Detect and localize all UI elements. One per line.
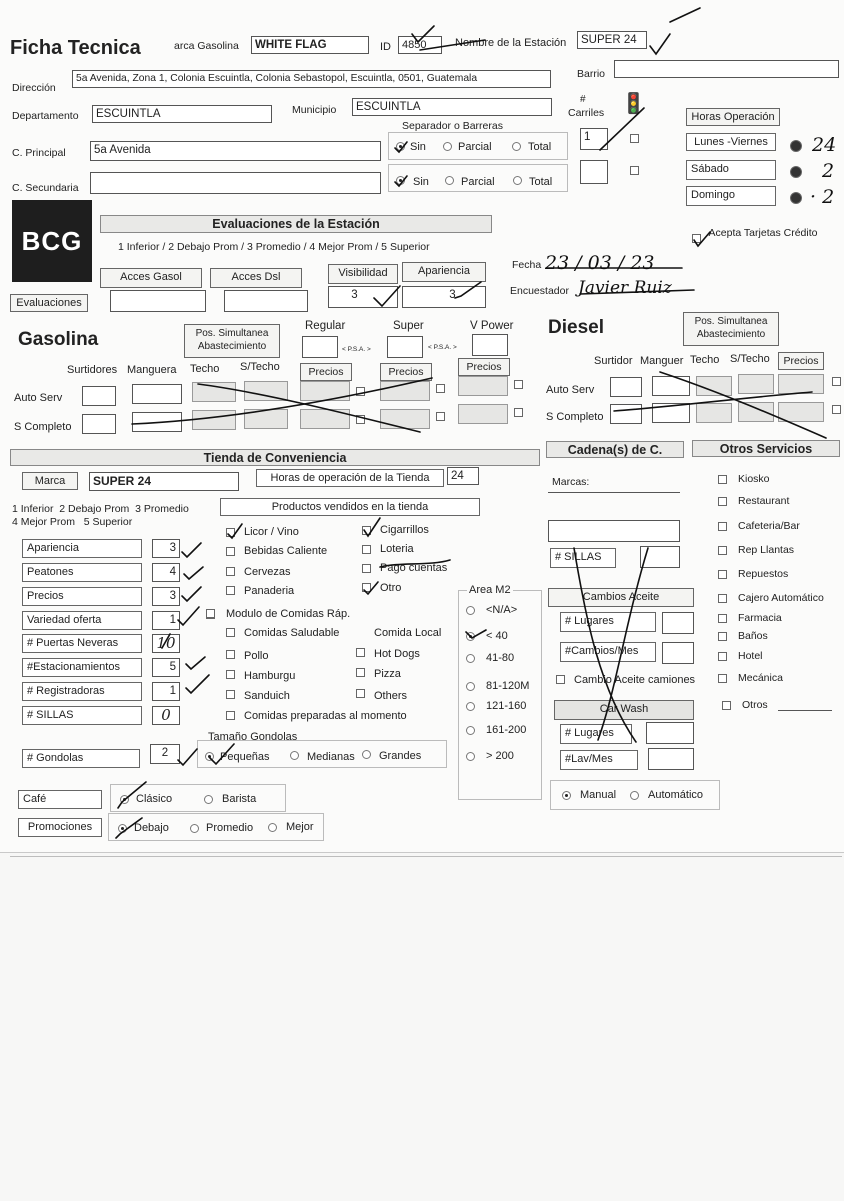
c-secundaria-label: C. Secundaria [12,182,79,194]
apariencia-field[interactable]: 3 [402,286,486,308]
departamento-field[interactable]: ESCUINTLA [92,105,272,123]
area-radio[interactable] [466,752,475,761]
rating-label: Apariencia [22,539,142,558]
rating-label: Peatones [22,563,142,582]
rating-field[interactable]: 3 [152,539,180,558]
domingo-label: Domingo [686,186,776,206]
cervezas-label: Cervezas [244,566,291,578]
diesel-pos-simultanea-label: Pos. Simultanea Abastecimiento [683,312,779,346]
marcas-field[interactable] [548,520,680,542]
lunes-viernes-label: Lunes -Viernes [686,133,776,151]
evaluation-scale: 1 Inferior / 2 Debajo Prom / 3 Promedio / 4 Mejor Prom / 5 Superior [118,241,430,253]
diesel-col-surtidor: Surtidor [594,355,633,367]
hw-saturday: 2 [822,160,835,182]
area-option-label: 121-160 [486,700,527,712]
pequenas-label: Pequeñas [220,751,270,763]
cadena-title: Cadena(s) de C. [546,441,684,458]
evaluaciones-label: Evaluaciones [10,294,88,312]
acces-dsl-label: Acces Dsl [210,268,302,288]
precios-regular-label: Precios [300,363,352,381]
lower-area-border [10,856,842,857]
parcial-label-2: Parcial [461,176,495,188]
sabado-checkbox[interactable] [790,166,802,178]
automatico-radio[interactable] [630,791,639,800]
auto-stecho-field[interactable] [244,381,288,401]
diesel-auto-surtidor[interactable] [610,377,642,397]
diesel-auto-checkbox[interactable] [832,377,841,386]
promedio-label: Promedio [206,822,254,834]
modulo-comidas-checkbox[interactable] [206,609,215,618]
id-field[interactable]: 4850 [398,36,442,54]
lav-mes-label: #Lav/Mes [560,750,638,770]
direccion-label: Dirección [12,82,56,94]
clasico-radio[interactable] [120,795,129,804]
sc-techo-field[interactable] [192,410,236,430]
area-radio[interactable] [466,726,475,735]
clasico-label: Clásico [136,793,173,805]
mejor-label: Mejor [286,821,314,833]
licor-label: Licor / Vino [244,526,299,538]
mark-station [670,8,700,22]
horas-tienda-label: Horas de operación de la Tienda [256,469,444,487]
otros-servicio-checkbox[interactable] [718,674,727,683]
col-techo: Techo [190,363,220,375]
acepta-tarjetas-checkbox[interactable] [692,234,701,243]
area-option-label: > 200 [486,750,514,762]
otros-servicio-checkbox[interactable] [718,475,727,484]
rating-field[interactable]: 5 [152,658,180,677]
area-group [458,590,542,800]
otros-servicio-label: Repuestos [738,568,789,580]
gasolina-title: Gasolina [18,329,99,350]
barrio-field[interactable] [614,60,839,78]
vpower-label: V Power [470,320,514,332]
hamburgu-checkbox[interactable] [226,670,235,679]
fecha-value: 23 / 03 / 23 [545,252,655,274]
diesel-title: Diesel [548,317,604,338]
tienda-title: Tienda de Conveniencia [10,449,540,466]
diesel-auto-techo[interactable] [696,376,732,396]
sc-precio-super[interactable] [380,409,430,429]
check-apariencia-r [182,543,201,557]
otros-servicio-checkbox[interactable] [718,632,727,641]
sc-regular-checkbox[interactable] [356,415,365,424]
loteria-checkbox[interactable] [362,545,371,554]
auto-vpower-checkbox[interactable] [514,380,523,389]
precios-super-label: Precios [380,363,432,381]
diesel-s-completo-label: S Completo [546,411,604,423]
auto-precio-vpower[interactable] [458,376,508,396]
otros-servicio-checkbox[interactable] [718,614,727,623]
diesel-auto-stecho[interactable] [738,374,774,394]
lugares2-field[interactable] [646,722,694,744]
cadena-sillas-label: # SILLAS [550,548,616,568]
productos-title: Productos vendidos en la tienda [220,498,480,516]
otros-servicio-label: Otros [742,699,768,711]
diesel-col-stecho: S/Techo [730,353,770,365]
sc-precio-regular[interactable] [300,409,350,429]
area-option-label: 161-200 [486,724,527,736]
rating-label: # Registradoras [22,682,142,701]
cambios-aceite-label: Cambios Aceite [548,588,694,607]
encuestador-value: Javier Ruiz [578,278,672,298]
total-label-2: Total [529,176,553,188]
sanduich-checkbox[interactable] [226,690,235,699]
marca-gasolina-label: arca Gasolina [174,40,239,52]
marca-tienda-label: Marca [22,472,78,490]
cadena-sillas-field[interactable] [640,546,680,568]
comidas-preparadas-label: Comidas preparadas al momento [244,710,407,722]
licor-checkbox[interactable] [226,528,235,537]
barista-label: Barista [222,793,257,805]
direccion-field[interactable]: 5a Avenida, Zona 1, Colonia Escuintla, Colonia Sebastopol, Escuintla, 0501, Guatemala [72,70,551,88]
modulo-comidas-label: Modulo de Comidas Ráp. [226,608,351,620]
separador-1-parcial-radio[interactable] [443,142,452,151]
traffic-light-icon: 🚦 [621,93,646,115]
sc-surtidores-field[interactable] [82,414,116,434]
otros-servicio-label: Restaurant [738,495,790,507]
loteria-label: Loteria [380,543,414,555]
separador-1-sin-radio[interactable] [396,142,405,151]
acces-gasol-field[interactable] [110,290,206,312]
area-title: Area M2 [469,584,511,596]
visibilidad-field[interactable]: 3 [328,286,398,308]
acepta-tarjetas-label: Acepta Tarjetas Crédito [708,227,818,239]
pago-cuentas-checkbox[interactable] [362,564,371,573]
col-manguera: Manguera [127,364,177,376]
rating-label: Variedad oferta [22,611,142,630]
area-option-label: 81-120M [486,680,530,692]
otros-servicio-label: Mecánica [738,672,783,684]
sin-label: Sin [410,141,426,153]
carriles-field-2[interactable] [580,160,608,184]
check-estacionamientos [186,657,205,669]
manual-label: Manual [580,789,617,801]
parcial-label: Parcial [458,141,492,153]
comidas-saludable-checkbox[interactable] [226,628,235,637]
otros-servicio-checkbox[interactable] [722,701,731,710]
municipio-field[interactable]: ESCUINTLA [352,98,552,116]
car-wash-label: Car Wash [554,700,694,720]
diesel-precios-label: Precios [778,352,824,370]
bebidas-checkbox[interactable] [226,547,235,556]
pizza-checkbox[interactable] [356,668,365,677]
lugares-label: # Lugares [560,612,656,632]
cambio-camiones-label: Cambio Aceite camiones [574,674,696,686]
auto-techo-field[interactable] [192,382,236,402]
check-station [650,34,670,54]
otro-label: Otro [380,582,402,594]
sc-precio-vpower[interactable] [458,404,508,424]
gondolas-field[interactable]: 2 [150,744,180,764]
pago-cuentas-label: Pago cuentas [380,562,448,574]
others-checkbox[interactable] [356,689,365,698]
rating-field[interactable]: 1 [152,682,180,701]
panaderia-label: Panaderia [244,585,295,597]
area-radio[interactable] [466,682,475,691]
barista-radio[interactable] [204,795,213,804]
area-option-label: < 40 [486,630,508,642]
medianas-label: Medianas [307,751,355,763]
acces-gasol-label: Acces Gasol [100,268,202,288]
hw-weekdays: 24 [812,134,837,156]
check-precios [182,587,201,601]
cervezas-checkbox[interactable] [226,567,235,576]
otros-line [778,710,832,711]
departamento-label: Departamento [12,110,79,122]
manual-radio[interactable] [562,791,571,800]
gondolas-label: # Gondolas [22,749,140,768]
regular-label: Regular [305,320,346,332]
apariencia-label: Apariencia [402,262,486,282]
bcg-logo: BCG [12,200,92,282]
hamburgu-label: Hamburgu [244,670,296,682]
otros-servicio-label: Rep Llantas [738,544,795,556]
hot-dogs-checkbox[interactable] [356,648,365,657]
horas-operacion-title: Horas Operación [686,108,780,126]
mejor-radio[interactable] [268,823,277,832]
diesel-sc-stecho[interactable] [738,402,774,422]
diesel-sc-techo[interactable] [696,403,732,423]
psa-label-1: < P.S.A. > [342,346,371,353]
bebidas-label: Bebidas Caliente [244,545,328,557]
c-principal-field[interactable]: 5a Avenida [90,141,381,161]
medianas-radio[interactable] [290,751,299,760]
area-option-label: <N/A> [486,604,518,616]
debajo-label: Debajo [134,822,169,834]
pequenas-radio[interactable] [205,752,214,761]
area-radio[interactable] [466,654,475,663]
tamano-gondolas-label: Tamaño Gondolas [208,731,298,743]
sc-stecho-field[interactable] [244,409,288,429]
auto-regular-checkbox[interactable] [356,387,365,396]
diesel-auto-precio[interactable] [778,374,824,394]
precios-vpower-label: Precios [458,358,510,376]
rating-field[interactable]: 10 [152,634,180,653]
lunes-viernes-checkbox[interactable] [790,140,802,152]
horas-tienda-field[interactable]: 24 [447,467,479,485]
otros-servicio-checkbox[interactable] [718,497,727,506]
auto-manguera-field[interactable] [132,384,182,404]
diesel-sc-manguer[interactable] [652,403,690,423]
auto-surtidores-field[interactable] [82,386,116,406]
pizza-label: Pizza [374,668,401,680]
station-name-field[interactable]: SUPER 24 [577,31,647,49]
otros-servicio-checkbox[interactable] [718,522,727,531]
cambios-mes-label: #Cambios/Mes [560,642,656,662]
rating-label: Precios [22,587,142,606]
otros-servicios-title: Otros Servicios [692,440,840,457]
separador-2-parcial-radio[interactable] [445,176,454,185]
diesel-sc-surtidor[interactable] [610,404,642,424]
otros-servicio-checkbox[interactable] [718,652,727,661]
sc-vpower-checkbox[interactable] [514,408,523,417]
rating-field[interactable]: 1 [152,611,180,630]
hot-dogs-label: Hot Dogs [374,648,420,660]
pollo-checkbox[interactable] [226,650,235,659]
diesel-auto-serv-label: Auto Serv [546,384,595,396]
carriles-label: Carriles [568,107,605,119]
marca-tienda-field[interactable]: SUPER 24 [89,472,239,491]
grandes-radio[interactable] [362,750,371,759]
otros-servicio-label: Cajero Automático [738,592,824,604]
grandes-label: Grandes [379,750,422,762]
psa-label-2: < P.S.A. > [428,344,457,351]
regular-field[interactable] [302,336,338,358]
promedio-radio[interactable] [190,824,199,833]
debajo-radio[interactable] [118,824,127,833]
rating-field[interactable]: 3 [152,587,180,606]
rating-label: # SILLAS [22,706,142,725]
separador-label: Separador o Barreras [402,120,503,132]
promociones-label: Promociones [18,818,102,837]
station-name-label: Nombre de la Estación [455,37,567,49]
num-sign: # [580,94,586,105]
acces-dsl-field[interactable] [224,290,308,312]
otro-checkbox[interactable] [362,583,371,592]
otros-servicio-label: Farmacia [738,612,782,624]
pollo-label: Pollo [244,650,269,662]
lav-mes-field[interactable] [648,748,694,770]
super-label: Super [393,320,424,332]
otros-servicio-label: Cafeteria/Bar [738,520,800,532]
fecha-label: Fecha [512,259,542,271]
tienda-scale: 1 Inferior 2 Debajo Prom 3 Promedio 4 Mejor Prom 5 Superior [12,503,189,528]
col-surtidores: Surtidores [67,364,118,376]
carriles-checkbox-1[interactable] [630,134,639,143]
cafe-label: Café [18,790,102,809]
check-peatones [184,567,203,579]
visibilidad-label: Visibilidad [328,264,398,284]
c-principal-label: C. Principal [12,147,66,159]
marca-gasolina-field[interactable]: WHITE FLAG [251,36,369,54]
otros-servicio-label: Baños [738,630,768,642]
otros-servicio-label: Hotel [738,650,763,662]
domingo-checkbox[interactable] [790,192,802,204]
id-label: ID [380,41,391,53]
marcas-line-1 [548,492,680,493]
otros-servicio-checkbox[interactable] [718,594,727,603]
lugares2-label: # Lugares [560,724,632,744]
auto-precio-super[interactable] [380,381,430,401]
others-label: Others [374,690,408,702]
comida-local-label: Comida Local [374,627,442,639]
diesel-col-manguer: Manguer [640,355,684,367]
rating-label: # Puertas Neveras [22,634,142,653]
sin-label-2: Sin [413,176,429,188]
check-registradoras [186,675,209,693]
area-option-label: 41-80 [486,652,515,664]
encuestador-label: Encuestador [510,285,569,297]
separador-2-sin-radio[interactable] [396,176,405,185]
sanduich-label: Sanduich [244,690,290,702]
cigarrillos-checkbox[interactable] [362,526,371,535]
diesel-col-techo: Techo [690,354,720,366]
municipio-label: Municipio [292,104,337,116]
hw-sunday: · 2 [810,186,835,208]
sabado-label: Sábado [686,160,776,180]
c-secundaria-field[interactable] [90,172,381,194]
pos-simultanea-label: Pos. Simultanea Abastecimiento [184,324,280,358]
otros-servicio-checkbox[interactable] [718,570,727,579]
comidas-preparadas-checkbox[interactable] [226,711,235,720]
check-variedad [178,607,199,625]
panaderia-checkbox[interactable] [226,586,235,595]
col-stecho: S/Techo [240,361,280,373]
diesel-sc-precio[interactable] [778,402,824,422]
separador-2-total-radio[interactable] [513,176,522,185]
sc-manguera-field[interactable] [132,412,182,432]
comidas-saludable-label: Comidas Saludable [244,627,340,639]
otros-servicio-label: Kiosko [738,473,770,485]
diesel-auto-manguer[interactable] [652,376,690,396]
auto-precio-regular[interactable] [300,381,350,401]
lugares-field[interactable] [662,612,694,634]
carriles-checkbox-2[interactable] [630,166,639,175]
area-radio[interactable] [466,606,475,615]
cambios-mes-field[interactable] [662,642,694,664]
super-field[interactable] [387,336,423,358]
evaluaciones-estacion-title: Evaluaciones de la Estación [100,215,492,233]
auto-super-checkbox[interactable] [436,384,445,393]
vpower-field[interactable] [472,334,508,356]
separador-1-total-radio[interactable] [512,142,521,151]
otros-servicio-checkbox[interactable] [718,546,727,555]
area-radio[interactable] [466,702,475,711]
auto-serv-label: Auto Serv [14,392,63,404]
total-label: Total [528,141,552,153]
carriles-field-1[interactable]: 1 [580,128,608,150]
rating-label: #Estacionamientos [22,658,142,677]
cambio-camiones-checkbox[interactable] [556,675,565,684]
barrio-label: Barrio [577,68,606,80]
diesel-sc-checkbox[interactable] [832,405,841,414]
automatico-label: Automático [648,789,704,801]
cigarrillos-label: Cigarrillos [380,524,429,536]
blank-lower-area [0,852,844,1201]
form-title: Ficha Tecnica [10,37,141,59]
s-completo-label: S Completo [14,421,72,433]
area-radio[interactable] [466,632,475,641]
check-gondolas [178,749,197,765]
rating-field[interactable]: 0 [152,706,180,725]
marcas-label: Marcas: [552,476,590,488]
rating-field[interactable]: 4 [152,563,180,582]
sc-super-checkbox[interactable] [436,412,445,421]
